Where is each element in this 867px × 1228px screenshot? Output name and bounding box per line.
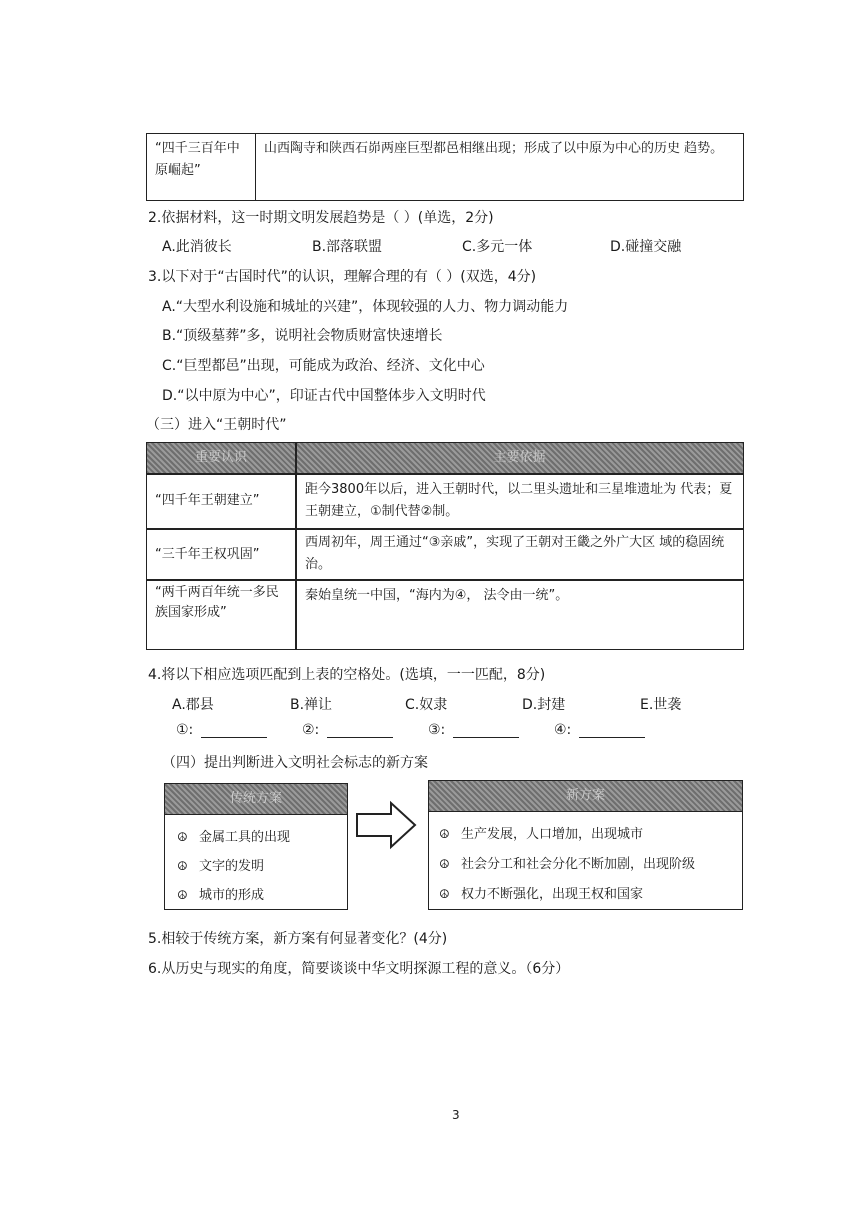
q2-option-d: D.碰撞交融 (610, 239, 682, 255)
traditional-scheme-header: 传统方案 (165, 784, 347, 815)
dynasty-row3-right: 秦始皇统一中国，“海内为④， 法令由一统”。 (305, 588, 569, 603)
dynasty-row2-right: 西周初年，周王通过“③亲戚”，实现了王朝对王畿之外广大区 域的稳固统治。 (305, 535, 725, 572)
q2-option-a: A.此消彼长 (162, 239, 232, 255)
q4-option-c: C.奴隶 (405, 697, 448, 713)
right-arrow-icon (355, 800, 417, 850)
q4-blank-1[interactable]: ①: (176, 722, 267, 738)
traditional-item-2: ☮ 文字的发明 (177, 859, 265, 874)
section4-title: （四）提出判断进入文明社会标志的新方案 (162, 755, 428, 771)
q3-option-a: A.“大型水利设施和城址的兴建”，体现较强的人力、物力调动能力 (162, 299, 569, 315)
q4-blank-4[interactable]: ④: (554, 722, 645, 738)
q3-option-c: C.“巨型都邑”出现，可能成为政治、经济、文化中心 (162, 358, 485, 374)
q3-option-d: D.“以中原为中心”，印证古代中国整体步入文明时代 (162, 388, 486, 404)
traditional-scheme-box (164, 783, 348, 910)
page-number: 3 (452, 1108, 460, 1122)
q2-stem: 2.依据材料，这一时期文明发展趋势是（ ）(单选，2分) (148, 210, 494, 226)
dynasty-row1-right: 距今3800年以后，进入王朝时代，以二里头遗址和三星堆遗址为 代表；夏王朝建立，①制代替②制。 (305, 482, 733, 519)
q4-option-b: B.禅让 (290, 697, 333, 713)
dynasty-table-header-right: 主要依据 (296, 443, 743, 473)
top-table (146, 133, 744, 201)
new-scheme-header: 新方案 (429, 781, 742, 812)
section3-title: （三）进入“王朝时代” (146, 417, 287, 433)
q6-stem: 6.从历史与现实的角度，简要谈谈中华文明探源工程的意义。（6分） (148, 961, 570, 977)
q4-option-e: E.世袭 (640, 697, 682, 713)
new-scheme-box (428, 780, 743, 910)
q4-blank-3[interactable]: ③: (428, 722, 519, 738)
traditional-item-3: ☮ 城市的形成 (177, 888, 265, 903)
traditional-item-1: ☮ 金属工具的出现 (177, 830, 291, 845)
top-table-left: “四千三百年中原崛起” (147, 134, 256, 201)
q4-option-a: A.郡县 (172, 697, 214, 713)
new-item-1: ☮ 生产发展，人口增加，出现城市 (439, 827, 644, 842)
top-table-right: 山西陶寺和陕西石峁两座巨型都邑相继出现；形成了以中原为中心的历史 趋势。 (256, 134, 744, 201)
q3-stem: 3.以下对于“古国时代”的认识，理解合理的有（ ）(双选，4分) (148, 269, 537, 285)
dynasty-row1-left: “四千年王朝建立” (155, 493, 260, 508)
q2-option-b: B.部落联盟 (312, 239, 383, 255)
q5-stem: 5.相较于传统方案，新方案有何显著变化？(4分) (148, 931, 448, 947)
q4-blank-2[interactable]: ②: (302, 722, 393, 738)
dynasty-table (146, 442, 744, 650)
q2-option-c: C.多元一体 (462, 239, 533, 255)
dynasty-row2-left: “三千年王权巩固” (155, 547, 260, 562)
q4-stem: 4.将以下相应选项匹配到上表的空格处。(选填，一一匹配，8分) (148, 667, 546, 683)
q4-option-d: D.封建 (522, 697, 566, 713)
dynasty-row3-left: “两千两百年统一多民族国家形成” (155, 585, 279, 620)
new-item-3: ☮ 权力不断强化，出现王权和国家 (439, 887, 644, 902)
new-item-2: ☮ 社会分工和社会分化不断加剧，出现阶级 (439, 857, 696, 872)
dynasty-table-header-left: 重要认识 (147, 443, 295, 473)
q3-option-b: B.“顶级墓葬”多，说明社会物质财富快速增长 (162, 328, 443, 344)
